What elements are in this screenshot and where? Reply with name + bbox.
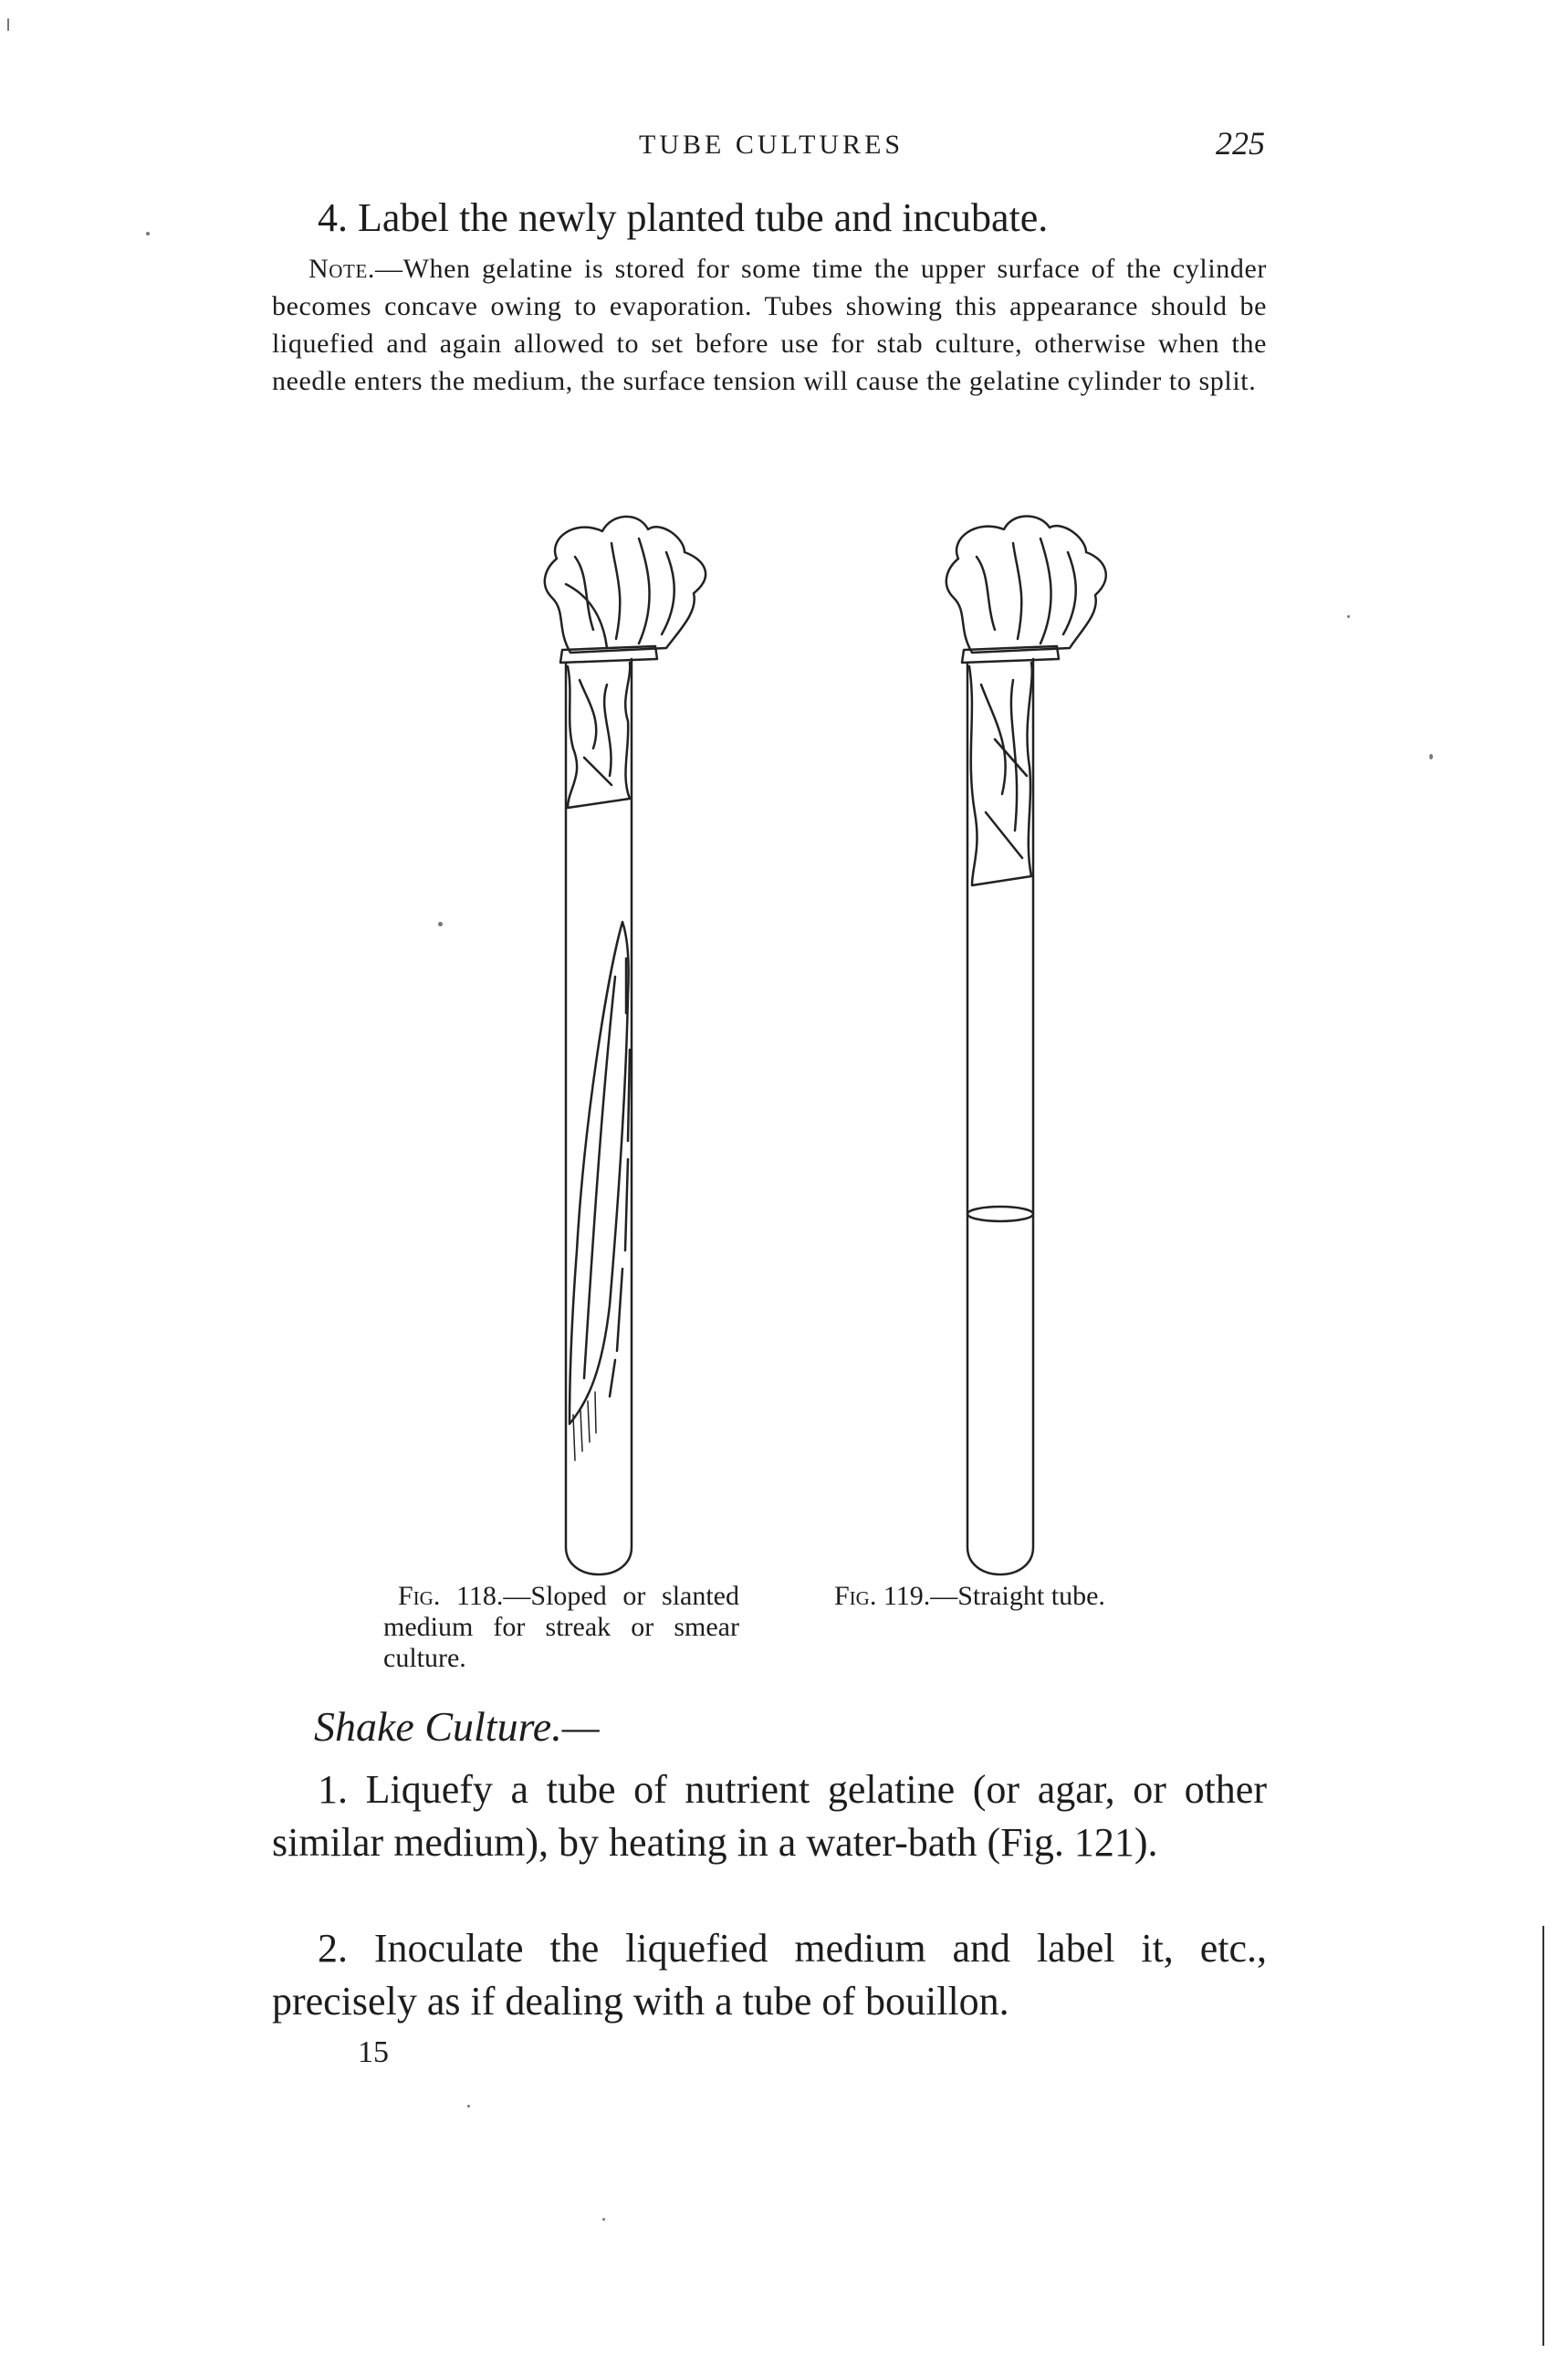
sloped-tube-illustration bbox=[545, 517, 706, 1574]
straight-tube-illustration bbox=[946, 517, 1106, 1575]
figure-119-caption bbox=[834, 1581, 1218, 1612]
note-paragraph bbox=[272, 250, 1267, 400]
note-body: —When gelatine is stored for some time the upper surface of the cylinder becomes concave owing to evaporation. Tubes showing this appearance should be liquefied and again allowed to set before use for stab culture, otherwise when the needle enters the medium, the surface tension will cause the gelatine cylinder to split. bbox=[272, 254, 1267, 396]
note-lead: Note. bbox=[308, 254, 375, 284]
scan-speck bbox=[7, 18, 9, 31]
scan-edge-line bbox=[1542, 1926, 1544, 2346]
scan-speck bbox=[146, 232, 150, 235]
step-2-text: 2. Inoculate the liquefied medium and label it, etc., precisely as if dealing with a tube of bouillon. bbox=[272, 1926, 1267, 2024]
signature-mark: 15 bbox=[358, 2035, 389, 2069]
section-heading: Shake Culture.— bbox=[314, 1703, 600, 1750]
figure-118-text: —Sloped or slanted medium for streak or smear culture. bbox=[383, 1581, 739, 1673]
running-title: TUBE CULTURES bbox=[639, 130, 904, 160]
scan-speck bbox=[602, 2218, 605, 2221]
step-4-text: 4. Label the newly planted tube and incubate. bbox=[318, 195, 1049, 240]
figure-119-label: Fig. 119. bbox=[834, 1581, 931, 1611]
step-1-text: 1. Liquefy a tube of nutrient gelatine (or agar, or other similar medium), by heating in a water-bath (Fig. 121). bbox=[272, 1767, 1267, 1865]
figure-119-text: —Straight tube. bbox=[930, 1581, 1105, 1611]
scan-speck bbox=[1429, 754, 1433, 759]
page-number: 225 bbox=[1216, 125, 1265, 162]
scan-speck bbox=[467, 2105, 470, 2108]
figure-118-label: Fig. 118. bbox=[398, 1581, 504, 1611]
figure-118-caption bbox=[383, 1581, 739, 1674]
scan-speck bbox=[438, 922, 443, 926]
test-tube-figures bbox=[502, 502, 1141, 1579]
scan-speck bbox=[1347, 615, 1350, 618]
